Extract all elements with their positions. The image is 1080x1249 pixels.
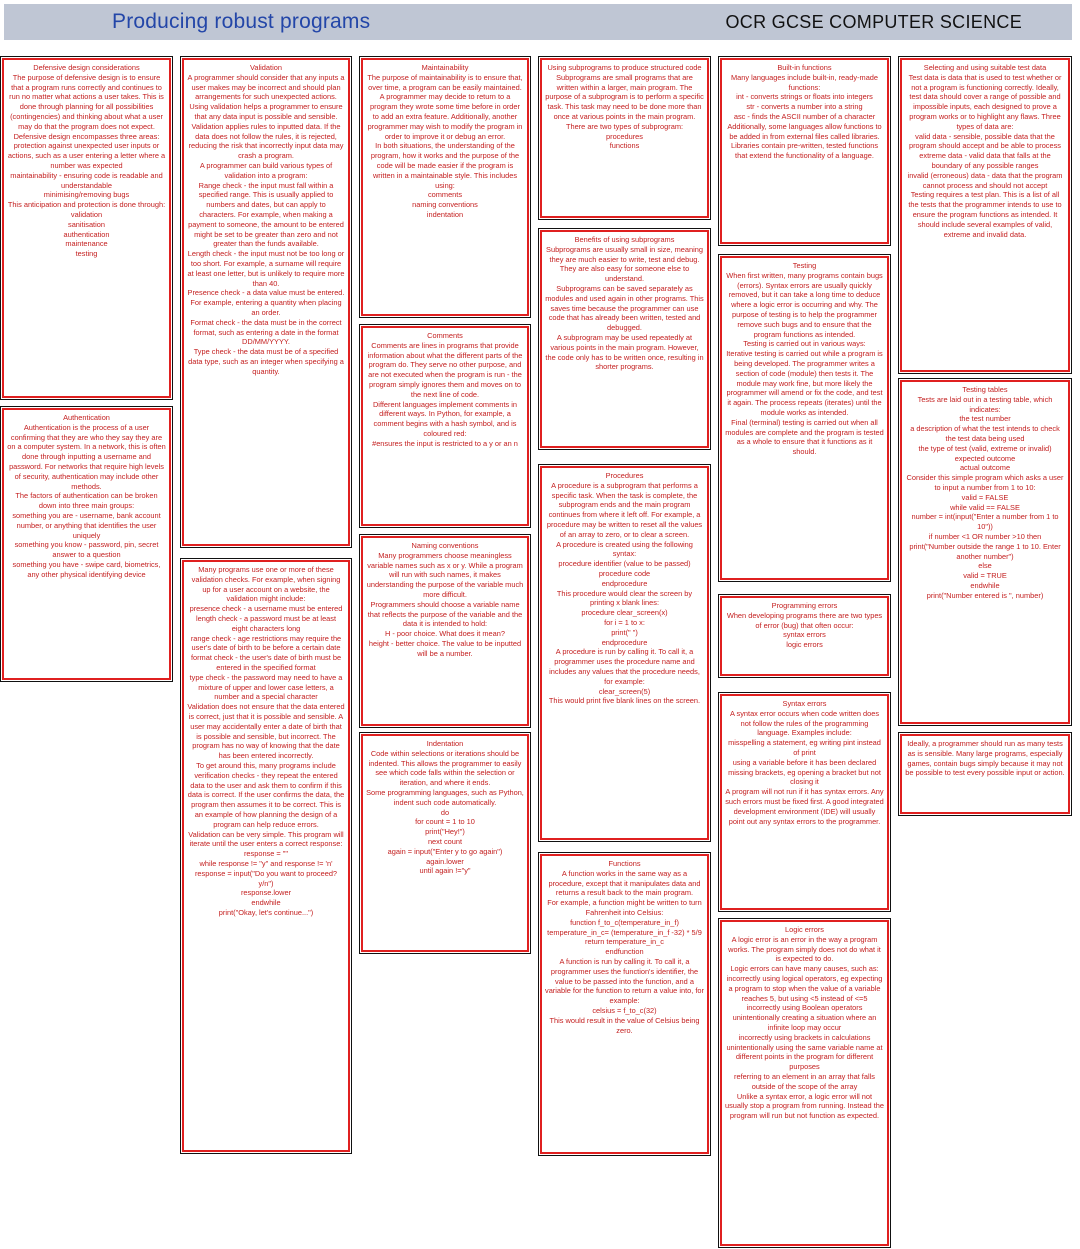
box-body: Many programs use one or more of these validation checks. For example, when signing up for a user account on a website, the validation might include: presence check - a username must be entered length check - a password must be at least eight characters long range check - age restrictions may require the user's date of birth to be before a certain date format check - the user's date of birth must be entered in the specified format type check - the password may need to have a mixture of upper and lower case letters, a number and a special character Validation does not ensure that the data entered is correct, just that it is possible and sensible. A user may accidentally enter a date of birth that is possible and sensible, but incorrect. The program has no way of knowing that the date has been entered incorrectly. To get around this, many programs include verification checks - they repeat the entered data to the user and ask them to confirm if this data is correct. If the user confirms the data, the program then assumes it to be correct. This is an example of how planning the design of a program can help reduce errors. Validation can be very simple. This program will iterate until the user enters a correct response: response = "" while response != "y" and response != 'n' response = input("Do you want to proceed? y/n") response.lower endwhile print("Okay, let's continue...") (187, 565, 345, 917)
comments-box (361, 326, 529, 526)
box-body: When first written, many programs contain bugs (errors). Syntax errors are usually quickly removed, but it can take a long time to deduce where a logic error is occurring and why. The purpose of testing is to help the programmer remove such bugs and to ensure that the program functions as intended. Testing is carried out in various ways: Iterative testing is carried out while a program is being developed. The programmer writes a section of code (module) then tests it. The module may work fine, but more likely the programmer will amend or fix the code, and test it again. The process repeats (iterates) until the module works as intended. Final (terminal) testing is carried out when all modules are complete and the program is tested as a whole to ensure that it functions as it should. (725, 270, 884, 457)
box-body: Comments are lines in programs that provide information about what the different parts of the program do. They serve no other purpose, and are not executed when the program is run - the program simply ignores them and moves on to the next line of code. Different languages implement comments in different ways. In Python, for example, a comment begins with a hash symbol, and is coloured red: #ensures the input is restricted to a y or an n (367, 340, 523, 448)
box-heading: Using subprograms to produce structured code (547, 63, 702, 72)
box-body: Tests are laid out in a testing table, which indicates: the test number a description of what the test intends to check the test data being used the type of test (valid, extreme or invalid) expected outcome actual outcome Consider this simple program which asks a user to input a number from 1 to 10: valid = FALSE while valid == FALSE number = int(input("Enter a number from 1 to 10")) if number <1 OR number >10 then print("Number outside the range 1 to 10. Enter another number") else valid = TRUE endwhile print("Number entered is ", number) (906, 394, 1064, 600)
box-body: Many programmers choose meaningless variable names such as x or y. While a program will run with such names, it makes understanding the purpose of the variable much more difficult. Programmers should choose a variable name that reflects the purpose of the variable and the data it is intended to hold: H - poor choice. What does it mean? height - better choice. The value to be inputted will be a number. (366, 550, 524, 658)
functions-box (540, 854, 709, 1154)
validation-examples-box (182, 560, 350, 1152)
box-body: When developing programs there are two types of error (bug) that often occur: syntax errors logic errors (726, 610, 883, 650)
box-body: Authentication is the process of a user confirming that they are who they say they are on a computer system. In a network, this is often done through inputting a username and password. For networks that require high levels of security, authentication may include other methods. The factors of authentication can be broken down into three main groups: something you are - username, bank account number, or anything that identifies the user uniquely something you know - password, pin, secret answer to a question something you have - swipe card, biometrics, any other physical identifying device (7, 422, 166, 579)
box-heading: Comments (427, 331, 463, 340)
box-body: The purpose of defensive design is to ensure that a program runs correctly and continues to run no matter what actions a user takes. This is done through planning for all possibilities (contingencies) and thinking about what a user may do that the program does not expect. Defensive design encompasses three areas: protection against unexpected user inputs or actions, such as a user entering a letter where a number was expected maintainability - ensuring code is readable and understandable minimising/removing bugs This anticipation and protection is done through: validation sanitisation authentication maintenance testing (7, 72, 166, 259)
authentication-box (2, 408, 171, 680)
box-body: A syntax error occurs when code written does not follow the rules of the programming language. Examples include: misspelling a statement, eg writing pint instead of print using a variable before it has been declared missing brackets, eg opening a bracket but not closing it A program will not run if it has syntax errors. Any such errors must be fixed first. A good integrated development environment (IDE) will usually point out any syntax errors to the programmer. (725, 708, 884, 826)
box-heading: Procedures (605, 471, 644, 480)
box-heading: Built-in functions (777, 63, 832, 72)
ideally-box (900, 734, 1070, 814)
testing-box (720, 256, 889, 580)
page-title: Producing robust programs (112, 10, 371, 33)
box-body: Subprograms are usually small in size, meaning they are much easier to write, test and debug. They are also easy for someone else to understand. Subprograms can be saved separately as modules and used again in other programs. This saves time because the programmer can use code that has already been written, tested and debugged. A subprogram may be used repeatedly at various points in the main program. However, the code only has to be written once, resulting in shorter programs. (545, 244, 704, 372)
box-heading: Functions (608, 859, 641, 868)
box-heading: Logic errors (784, 925, 825, 934)
box-body: The purpose of maintainability is to ensure that, over time, a program can be easily maintained. A programmer may decide to return to a program they wrote some time before in order to add an extra feature. Additionally, another programmer may wish to modify the program in order to improve it or debug an error. In both situations, the understanding of the program, how it works and the purpose of the code will be made easier if the program is written in a maintainable style. This includes using: comments naming conventions indentation (367, 72, 523, 219)
box-body: Many languages include built-in, ready-made functions: int - converts strings or floats into integers str - converts a number into a string asc - finds the ASCII number of a character Additionally, some languages allow functions to be added in from external files called libraries. Libraries contain pre-written, tested functions that extend the functionality of a language. (727, 72, 882, 161)
box-heading: Programming errors (771, 601, 838, 610)
procedures-box (540, 466, 709, 840)
box-body: Code within selections or iterations should be indented. This allows the programmer to easily see which code falls within the selection or iteration, and where it ends. Some programming languages, such as Python, indent such code automatically. do for count = 1 to 10 print("Hey!") next count again = input("Enter y to go again") again.lower until again !="y" (366, 748, 524, 876)
box-heading: Validation (250, 63, 282, 72)
box-heading: Testing (792, 261, 817, 270)
indentation-box (361, 734, 529, 952)
box-body: A function works in the same way as a procedure, except that it manipulates data and returns a result back to the main program. For example, a function might be written to turn Fahrenheit into Celsius: function f_to_c(temperature_in_f) temperature_in_c= (temperature_in_f -32) * 5/9 return temperature_in_c endfunction A function is run by calling it. To call it, a programmer uses the function's identifier, the value to be passed into the function, and a variable for the function to return a value into, for example: celsius = f_to_c(32) This would result in the value of Celsius being zero. (545, 868, 704, 1035)
box-body: Test data is data that is used to test whether or not a program is functioning correctly. Ideally, test data should cover a range of possible and impossible inputs, each designed to prove a program works or to highlight any flaws. Three types of data are: valid data - sensible, possible data that the program should accept and be able to process extreme data - valid data that falls at the boundary of any possible ranges invalid (erroneous) data - data that the program cannot process and should not accept Testing requires a test plan. This is a list of all the tests that the programmer intends to use to ensure the program functions as intended. It should include several examples of valid, extreme and invalid data. (907, 72, 1063, 239)
box-heading: Authentication (63, 413, 110, 422)
syntax-errors-box (720, 694, 889, 910)
box-heading: Syntax errors (782, 699, 827, 708)
test-data-box (900, 58, 1070, 372)
page-header (4, 4, 1072, 40)
subject-label: OCR GCSE COMPUTER SCIENCE (725, 12, 1022, 32)
box-heading: Defensive design considerations (33, 63, 140, 72)
box-body: A programmer should consider that any inputs a user makes may be incorrect and should plan arrangements for such unexpected actions. Using validation helps a programmer to ensure that any data input is possible and sensible. Validation applies rules to inputted data. If the data does not follow the rules, it is rejected, reducing the risk that incorrectly input data may crash a program. A programmer can build various types of validation into a program: Range check - the input must fall within a specified range. This is usually applied to numbers and dates, but can apply to characters. For example, when making a payment to someone, the amount to be entered might be set to be greater than zero and not greater than the funds available. Length check - the input must not be too long or too short. For example, a surname will require at least one letter, but is unlikely to require more than 40. Presence check - a data value must be entered. For example, entering a quantity when placing an order. Format check - the data must be in the correct format, such as entering a date in the format DD/MM/YYYY. Type check - the data must be of a specified data type, such as an integer when specifying a quantity. (187, 72, 345, 376)
validation-box (182, 58, 350, 546)
box-heading: Testing tables (962, 385, 1008, 394)
box-body: A procedure is a subprogram that performs a specific task. When the task is complete, the subprogram ends and the main program continues from where it left off. For example, a procedure may be written to reset all the values of an array to zero, or to clear a screen. A procedure is created using the following syntax: procedure identifier (value to be passed) procedure code endprocedure This procedure would clear the screen by printing x blank lines: procedure clear_screen(x) for i = 1 to x: print(" ") endprocedure A procedure is run by calling it. To call it, a programmer uses the procedure name and includes any values that the procedure needs, for example: clear_screen(5) This would print five blank lines on the screen. (546, 480, 703, 706)
builtin-functions-box (720, 58, 889, 244)
box-heading: Benefits of using subprograms (574, 235, 675, 244)
testing-tables-box (900, 380, 1070, 724)
defensive-design-box (2, 58, 171, 398)
box-body: Ideally, a programmer should run as many tests as is sensible. Many large programs, especially games, contain bugs simply because it may not be possible to test every possible input or action. (905, 739, 1065, 778)
box-heading: Naming conventions (411, 541, 479, 550)
box-body: Subprograms are small programs that are written within a larger, main program. The purpose of a subprogram is to perform a specific task. This task may need to be done more than once at various points in the main program. There are two types of subprogram: procedures functions (545, 72, 704, 151)
subprograms-box (540, 58, 709, 218)
box-heading: Indentation (426, 739, 464, 748)
box-heading: Selecting and using suitable test data (923, 63, 1047, 72)
maintainability-box (361, 58, 529, 316)
programming-errors-box (720, 596, 889, 676)
naming-conventions-box (361, 536, 529, 726)
box-body: A logic error is an error in the way a program works. The program simply does not do what it is expected to do. Logic errors can have many causes, such as: incorrectly using logical operators, eg expecting a program to stop when the value of a variable reaches 5, but using <5 instead of <=5 incorrectly using Boolean operators unintentionally creating a situation where an infinite loop may occur incorrectly using brackets in calculations unintentionally using the same variable name at different points in the program for different purposes referring to an element in an array that falls outside of the scope of the array Unlike a syntax error, a logic error will not usually stop a program from running. Instead the program will run but not function as expected. (725, 934, 884, 1121)
logic-errors-box (720, 920, 889, 1246)
box-heading: Maintainability (421, 63, 469, 72)
benefits-box (540, 230, 709, 448)
